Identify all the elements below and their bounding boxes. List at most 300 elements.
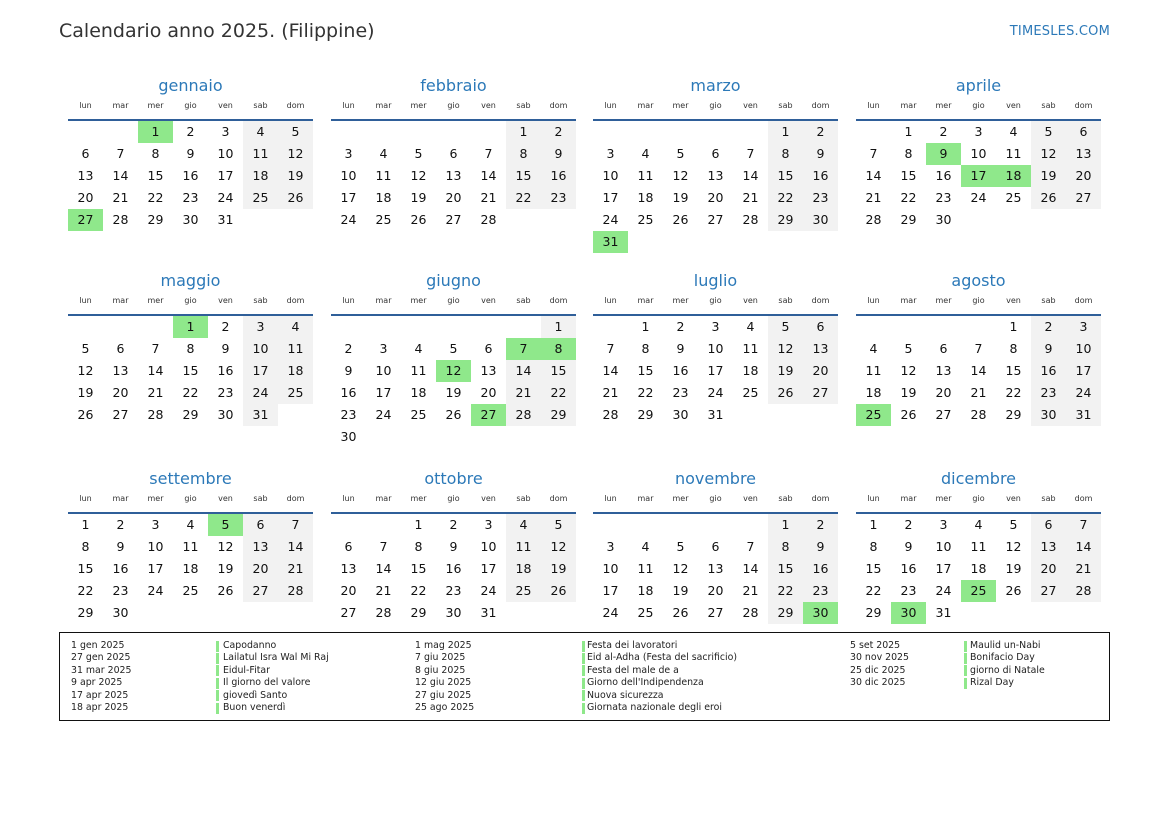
legend-holiday-name: Lailatul Isra Wal Mi Raj [223,652,329,664]
day-cell: 21 [375,583,392,598]
day-cell: 20 [340,583,357,598]
day-cell: 24 [480,583,497,598]
day-cell: 3 [974,124,983,139]
legend-date: 27 gen 2025 [71,652,131,664]
day-cell: 11 [410,363,427,378]
holiday-day-cell: 30 [891,602,926,624]
legend-date: 7 giu 2025 [415,652,466,664]
day-cell: 29 [147,212,164,227]
day-cell: 9 [1044,341,1053,356]
day-cell: 31 [707,407,724,422]
day-cell: 18 [287,363,304,378]
day-cell: 7 [746,539,755,554]
day-cell: 24 [217,190,234,205]
weekday-label: sab [1041,296,1056,305]
weekday-label: dom [549,101,568,110]
day-cell: 23 [1040,385,1057,400]
day-cell: 27 [935,407,952,422]
month-title: novembre [674,469,757,488]
day-cell: 15 [637,363,654,378]
day-cell: 16 [812,168,829,183]
day-cell: 31 [1075,407,1092,422]
day-cell: 25 [182,583,199,598]
weekday-label: mar [637,296,654,305]
day-cell: 14 [602,363,619,378]
day-cell: 18 [182,561,199,576]
weekday-label: lun [604,101,617,110]
day-cell: 19 [672,583,689,598]
day-cell: 15 [777,561,794,576]
day-cell: 8 [869,539,878,554]
day-cell: 31 [217,212,234,227]
legend-date: 30 dic 2025 [850,677,906,689]
legend-holiday-name: Festa del male de a [587,664,679,676]
day-cell: 17 [217,168,234,183]
day-cell: 19 [550,561,567,576]
day-cell: 6 [256,517,265,532]
day-cell: 17 [480,561,497,576]
weekday-label: gio [709,101,722,110]
day-cell: 6 [711,539,720,554]
day-cell: 1 [904,124,913,139]
day-cell: 1 [519,124,528,139]
day-cell: 28 [1075,583,1092,598]
day-cell: 12 [672,168,689,183]
holiday-day-cell: 8 [541,338,576,360]
day-cell: 14 [1075,539,1092,554]
weekday-label: mer [147,296,164,305]
legend-marker [582,653,585,664]
day-cell: 27 [812,385,829,400]
day-cell: 23 [812,190,829,205]
month-title: maggio [160,271,221,290]
day-cell: 9 [186,146,195,161]
weekday-label: dom [811,494,830,503]
weekday-label: ven [743,101,758,110]
day-cell: 5 [1044,124,1053,139]
day-cell: 21 [515,385,532,400]
weekday-header [68,296,313,310]
day-cell: 26 [287,190,304,205]
holiday-day-cell: 30 [803,602,838,624]
day-cell: 24 [375,407,392,422]
weekday-label: mar [375,494,392,503]
day-cell: 19 [77,385,94,400]
day-cell: 27 [252,583,269,598]
day-cell: 13 [935,363,952,378]
day-cell: 19 [1005,561,1022,576]
day-cell: 30 [340,429,357,444]
month-title: dicembre [940,469,1017,488]
legend-date: 27 giu 2025 [415,689,472,701]
weekday-header [593,494,838,508]
day-cell: 23 [672,385,689,400]
weekday-label: dom [286,296,305,305]
weekday-label: mar [900,101,917,110]
day-cell: 25 [287,385,304,400]
weekday-label: lun [342,101,355,110]
day-cell: 11 [1005,146,1022,161]
day-cell: 4 [641,146,650,161]
day-cell: 8 [151,146,160,161]
legend-marker [582,641,585,652]
day-cell: 20 [707,583,724,598]
day-cell: 7 [291,517,300,532]
day-cell: 29 [550,407,567,422]
day-cell: 23 [550,190,567,205]
day-cell: 10 [217,146,234,161]
weekday-label: gio [972,296,985,305]
day-cell: 20 [1040,561,1057,576]
day-cell: 22 [777,190,794,205]
day-cell: 13 [480,363,497,378]
day-cell: 15 [777,168,794,183]
day-cell: 22 [77,583,94,598]
day-cell: 19 [1040,168,1057,183]
day-cell: 16 [1040,363,1057,378]
day-cell: 11 [742,341,759,356]
day-cell: 12 [550,539,567,554]
weekday-header [331,296,576,310]
day-cell: 13 [252,539,269,554]
day-cell: 17 [147,561,164,576]
weekday-label: sab [253,296,268,305]
day-cell: 22 [182,385,199,400]
day-cell: 8 [81,539,90,554]
weekday-label: gio [184,296,197,305]
weekday-label: mer [147,494,164,503]
day-cell: 19 [900,385,917,400]
month-title: agosto [951,271,1006,290]
day-cell: 4 [641,539,650,554]
day-cell: 6 [116,341,125,356]
legend-date: 18 apr 2025 [71,702,129,713]
day-cell: 26 [672,212,689,227]
holiday-day-cell: 18 [996,165,1031,187]
weekday-label: gio [184,101,197,110]
legend-marker [964,678,967,689]
day-cell: 1 [1009,319,1018,334]
day-cell: 28 [865,212,882,227]
day-cell: 10 [602,168,619,183]
day-cell: 16 [935,168,952,183]
day-cell: 22 [1005,385,1022,400]
day-cell: 16 [445,561,462,576]
weekday-label: sab [253,494,268,503]
weekday-label: ven [743,296,758,305]
day-cell: 24 [602,212,619,227]
weekday-label: sab [253,101,268,110]
weekday-label: lun [867,296,880,305]
holiday-day-cell: 31 [593,231,628,253]
header-rule [331,314,576,316]
day-cell: 12 [672,561,689,576]
weekday-label: ven [481,296,496,305]
day-cell: 18 [375,190,392,205]
day-cell: 8 [641,341,650,356]
day-cell: 13 [707,168,724,183]
day-cell: 10 [340,168,357,183]
day-cell: 11 [637,561,654,576]
day-cell: 23 [340,407,357,422]
day-cell: 7 [116,146,125,161]
day-cell: 25 [742,385,759,400]
month-title: aprile [955,76,1002,95]
legend-holiday-name: Buon venerdì [223,702,286,713]
weekday-label: mar [900,296,917,305]
day-cell: 2 [676,319,685,334]
day-cell: 8 [519,146,528,161]
weekday-label: dom [811,296,830,305]
holiday-day-cell: 7 [506,338,541,360]
day-cell: 21 [970,385,987,400]
month-title: luglio [693,271,738,290]
weekday-label: mar [637,101,654,110]
day-cell: 11 [182,539,199,554]
day-cell: 3 [344,146,353,161]
day-cell: 2 [904,517,913,532]
weekday-label: mer [410,296,427,305]
legend-holiday-name: Bonifacio Day [970,652,1035,664]
weekday-label: mer [935,296,952,305]
weekday-label: ven [1006,494,1021,503]
weekday-label: ven [481,494,496,503]
weekday-label: lun [79,494,92,503]
weekday-header [331,494,576,508]
day-cell: 9 [116,539,125,554]
day-cell: 3 [939,517,948,532]
day-cell: 18 [742,363,759,378]
day-cell: 16 [550,168,567,183]
day-cell: 27 [340,605,357,620]
day-cell: 29 [182,407,199,422]
weekday-label: sab [516,494,531,503]
day-cell: 25 [515,583,532,598]
day-cell: 21 [112,190,129,205]
day-cell: 20 [812,363,829,378]
day-cell: 15 [410,561,427,576]
holiday-day-cell: 27 [471,404,506,426]
day-cell: 12 [900,363,917,378]
weekday-label: gio [447,101,460,110]
day-cell: 4 [256,124,265,139]
day-cell: 14 [515,363,532,378]
legend-marker [964,665,967,676]
day-cell: 13 [112,363,129,378]
weekday-label: mer [410,494,427,503]
day-cell: 15 [515,168,532,183]
weekday-label: gio [184,494,197,503]
day-cell: 26 [1005,583,1022,598]
day-cell: 10 [707,341,724,356]
weekday-label: dom [1074,101,1093,110]
legend-holiday-name: Capodanno [223,640,277,651]
day-cell: 15 [1005,363,1022,378]
day-cell: 19 [445,385,462,400]
day-cell: 1 [869,517,878,532]
day-cell: 2 [939,124,948,139]
day-cell: 28 [287,583,304,598]
weekday-label: dom [1074,494,1093,503]
weekday-label: mer [410,101,427,110]
holiday-day-cell: 5 [208,514,243,536]
weekday-label: mar [112,296,129,305]
day-cell: 30 [812,212,829,227]
day-cell: 20 [445,190,462,205]
day-cell: 13 [812,341,829,356]
day-cell: 5 [676,539,685,554]
day-cell: 21 [287,561,304,576]
holiday-day-cell: 27 [68,209,103,231]
day-cell: 4 [1009,124,1018,139]
legend-marker [582,665,585,676]
day-cell: 22 [410,583,427,598]
day-cell: 10 [935,539,952,554]
day-cell: 9 [676,341,685,356]
weekday-label: ven [1006,101,1021,110]
holiday-day-cell: 1 [138,121,173,143]
day-cell: 30 [672,407,689,422]
month-title: febbraio [420,76,487,95]
day-cell: 21 [1075,561,1092,576]
day-cell: 21 [602,385,619,400]
day-cell: 20 [935,385,952,400]
day-cell: 16 [900,561,917,576]
day-cell: 4 [869,341,878,356]
day-cell: 26 [672,605,689,620]
day-cell: 14 [970,363,987,378]
day-cell: 30 [182,212,199,227]
weekday-label: mar [112,494,129,503]
day-cell: 8 [1009,341,1018,356]
day-cell: 24 [602,605,619,620]
day-cell: 2 [344,341,353,356]
month-title: settembre [149,469,232,488]
day-cell: 21 [742,583,759,598]
day-cell: 26 [77,407,94,422]
day-cell: 6 [816,319,825,334]
day-cell: 18 [637,190,654,205]
day-cell: 21 [480,190,497,205]
day-cell: 17 [1075,363,1092,378]
day-cell: 23 [812,583,829,598]
weekday-label: ven [743,494,758,503]
day-cell: 21 [865,190,882,205]
day-cell: 11 [637,168,654,183]
site-link[interactable]: TIMESLES.COM [1009,24,1110,39]
day-cell: 28 [375,605,392,620]
month-title: ottobre [424,469,483,488]
legend-holiday-name: Maulid un-Nabi [970,640,1041,651]
day-cell: 12 [287,146,304,161]
day-cell: 15 [77,561,94,576]
day-cell: 22 [900,190,917,205]
legend-holiday-name: giorno di Natale [970,664,1045,676]
weekday-label: ven [481,101,496,110]
day-cell: 14 [865,168,882,183]
day-cell: 23 [935,190,952,205]
legend-holiday-name: Eidul-Fitar [223,664,270,676]
day-cell: 4 [519,517,528,532]
weekday-label: mar [112,101,129,110]
day-cell: 5 [81,341,90,356]
day-cell: 19 [287,168,304,183]
weekday-label: dom [286,494,305,503]
day-cell: 3 [256,319,265,334]
day-cell: 3 [221,124,230,139]
day-cell: 19 [672,190,689,205]
day-cell: 31 [480,605,497,620]
day-cell: 25 [375,212,392,227]
day-cell: 4 [186,517,195,532]
day-cell: 15 [550,363,567,378]
weekday-label: gio [447,494,460,503]
day-cell: 4 [414,341,423,356]
day-cell: 14 [742,561,759,576]
legend-marker [582,690,585,701]
day-cell: 27 [112,407,129,422]
weekday-label: sab [778,101,793,110]
day-cell: 23 [217,385,234,400]
weekday-header [856,101,1101,115]
weekday-label: lun [79,101,92,110]
day-cell: 6 [449,146,458,161]
day-cell: 14 [480,168,497,183]
legend-holiday-name: Rizal Day [970,677,1014,689]
day-cell: 22 [147,190,164,205]
weekday-label: gio [709,494,722,503]
day-cell: 7 [484,146,493,161]
legend-date: 1 gen 2025 [71,640,125,651]
weekday-label: gio [972,101,985,110]
day-cell: 24 [340,212,357,227]
weekday-label: lun [342,494,355,503]
holiday-day-cell: 12 [436,360,471,382]
day-cell: 20 [480,385,497,400]
day-cell: 26 [550,583,567,598]
day-cell: 2 [816,124,825,139]
weekday-label: gio [972,494,985,503]
day-cell: 6 [81,146,90,161]
day-cell: 13 [707,561,724,576]
weekday-header [856,296,1101,310]
day-cell: 28 [970,407,987,422]
day-cell: 7 [869,146,878,161]
day-cell: 16 [340,385,357,400]
weekday-label: lun [867,101,880,110]
weekday-header [856,494,1101,508]
day-cell: 8 [414,539,423,554]
legend-holiday-name: Giorno dell'Indipendenza [587,677,704,689]
day-cell: 15 [182,363,199,378]
day-cell: 9 [221,341,230,356]
day-cell: 14 [112,168,129,183]
day-cell: 20 [252,561,269,576]
weekday-label: dom [811,101,830,110]
month-title: marzo [690,76,741,95]
day-cell: 16 [672,363,689,378]
weekday-label: sab [1041,494,1056,503]
day-cell: 28 [602,407,619,422]
day-cell: 24 [970,190,987,205]
weekday-label: lun [604,296,617,305]
day-cell: 10 [602,561,619,576]
day-cell: 3 [379,341,388,356]
day-cell: 23 [182,190,199,205]
legend-date: 9 apr 2025 [71,677,123,689]
day-cell: 21 [147,385,164,400]
day-cell: 17 [602,583,619,598]
